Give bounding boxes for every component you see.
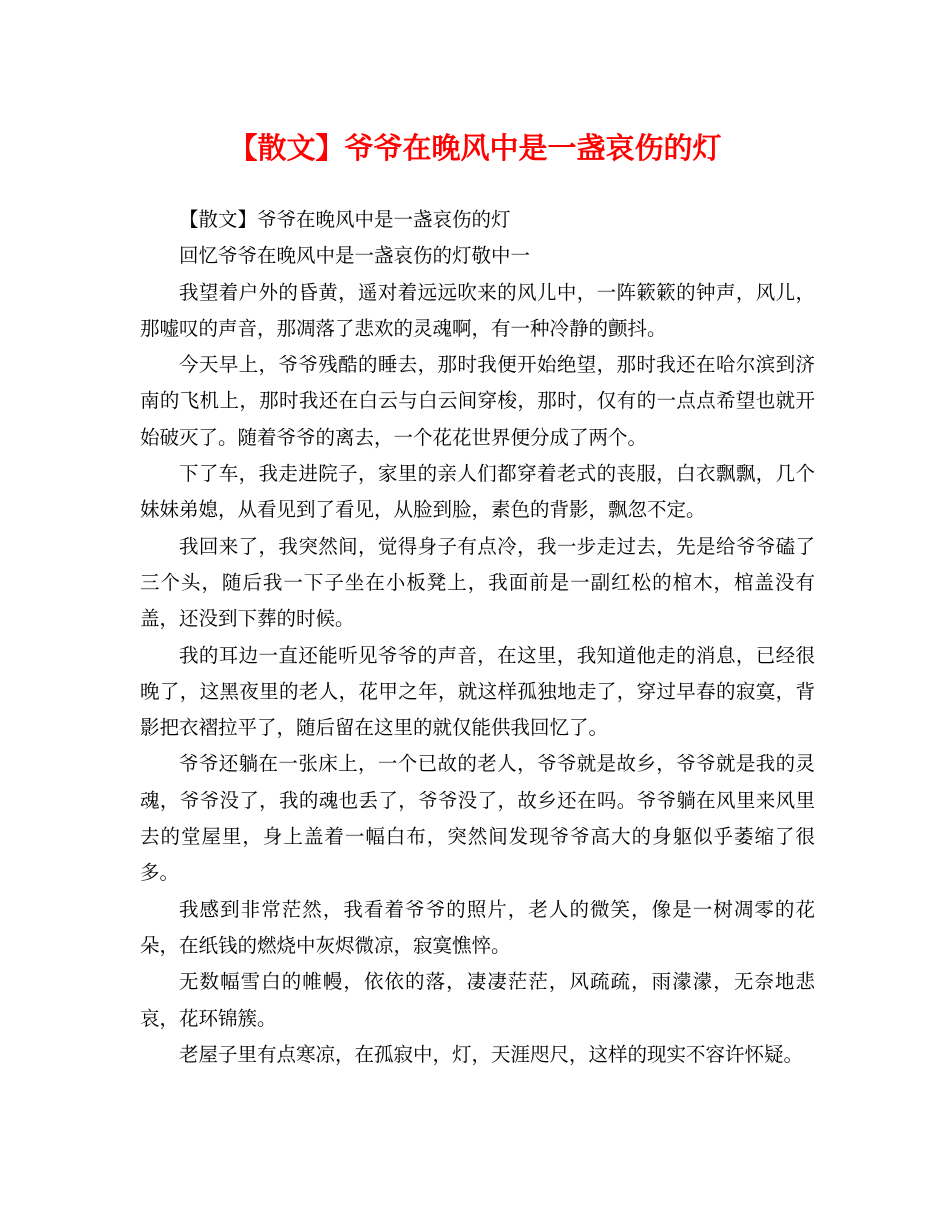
document-body bbox=[140, 202, 815, 1073]
paragraph: 【散文】爷爷在晚风中是一盏哀伤的灯 bbox=[179, 208, 511, 231]
paragraph: 我感到非常茫然，我看着爷爷的照片，老人的微笑，像是一树凋零的花朵，在纸钱的燃烧中灰烬微凉，寂寞憔悴。 bbox=[140, 897, 815, 957]
paragraph: 老屋子里有点寒凉，在孤寂中，灯，天涯咫尺，这样的现实不容许怀疑。 bbox=[179, 1042, 804, 1066]
paragraph: 下了车，我走进院子，家里的亲人们都穿着老式的丧服，白衣飘飘，几个妹妹弟媳，从看见到了看见，从脸到脸，素色的背影，飘忽不定。 bbox=[140, 462, 815, 522]
paragraph: 爷爷还躺在一张床上，一个已故的老人，爷爷就是故乡，爷爷就是我的灵魂，爷爷没了，我的魂也丢了，爷爷没了，故乡还在吗。爷爷躺在风里来风里去的堂屋里，身上盖着一幅白布，突然间发现爷爷高大的身躯似乎萎缩了很多。 bbox=[140, 752, 815, 885]
paragraph: 我的耳边一直还能听见爷爷的声音，在这里，我知道他走的消息，已经很晚了，这黑夜里的老人，花甲之年，就这样孤独地走了，穿过早春的寂寞，背影把衣褶拉平了，随后留在这里的就仅能供我回忆了。 bbox=[140, 643, 815, 740]
paragraph: 无数幅雪白的帷幔，依依的落，凄凄茫茫，风疏疏，雨濛濛，无奈地悲哀，花环锦簇。 bbox=[140, 970, 815, 1030]
paragraph: 我回来了，我突然间，觉得身子有点冷，我一步走过去，先是给爷爷磕了三个头，随后我一下子坐在小板凳上，我面前是一副红松的棺木，棺盖没有盖，还没到下葬的时候。 bbox=[140, 534, 815, 631]
paragraph: 我望着户外的昏黄，遥对着远远吹来的风儿中，一阵簌簌的钟声，风儿，那嘘叹的声音，那凋落了悲欢的灵魂啊，有一种冷静的颤抖。 bbox=[140, 280, 815, 340]
document-title: 【散文】爷爷在晚风中是一盏哀伤的灯 bbox=[228, 131, 722, 165]
paragraph: 回忆爷爷在晚风中是一盏哀伤的灯敬中一 bbox=[179, 244, 531, 268]
paragraph: 今天早上，爷爷残酷的睡去，那时我便开始绝望，那时我还在哈尔滨到济南的飞机上，那时我还在白云与白云间穿梭，那时，仅有的一点点希望也就开始破灭了。随着爷爷的离去，一个花花世界便分成了两个。 bbox=[140, 353, 815, 449]
